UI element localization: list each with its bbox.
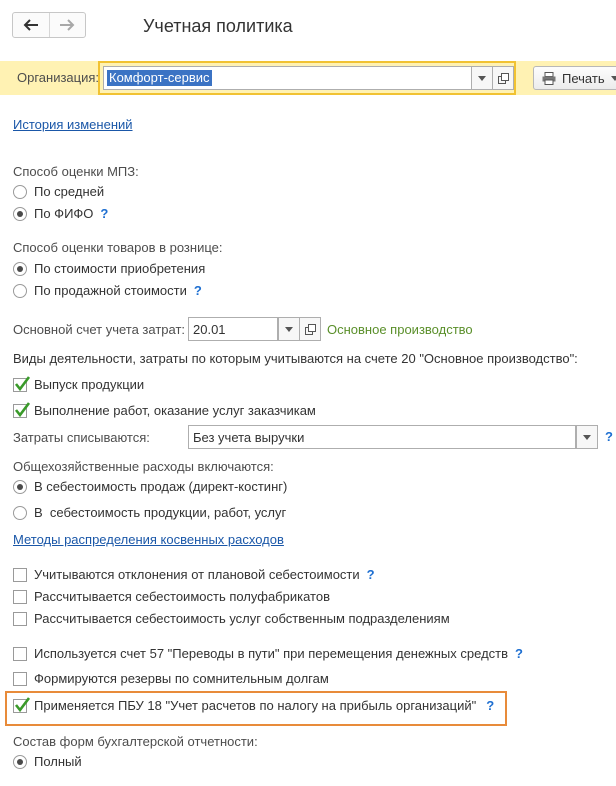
flag-semi-finished[interactable] (13, 589, 330, 604)
checkmark-icon (14, 402, 30, 418)
mpz-option-average[interactable] (13, 184, 104, 199)
report-forms-option-full[interactable] (13, 754, 82, 769)
help-icon[interactable]: ? (193, 283, 202, 298)
flag-account-57[interactable] (13, 646, 523, 661)
overhead-option-direct[interactable] (13, 479, 287, 494)
print-label: Печать (562, 70, 605, 86)
overhead-option-label: В себестоимость продукции, работ, услуг (34, 505, 287, 520)
report-forms-label: Состав форм бухгалтерской отчетности: (13, 734, 258, 749)
help-icon[interactable]: ? (515, 646, 523, 661)
cost-account-dropdown-button[interactable] (278, 317, 300, 341)
forward-button[interactable] (49, 13, 86, 37)
history-link[interactable]: История изменений (13, 117, 133, 132)
radio-button[interactable] (13, 185, 27, 199)
radio-button-selected[interactable] (13, 755, 27, 769)
cost-account-open-button[interactable] (299, 317, 321, 341)
chevron-down-icon (583, 435, 591, 440)
organization-value: Комфорт-сервис (109, 70, 210, 85)
flag-deviations[interactable] (13, 567, 375, 582)
printer-icon (542, 72, 556, 85)
cost-account-value: 20.01 (193, 321, 226, 337)
writeoff-dropdown-button[interactable] (576, 425, 598, 449)
cost-account-description[interactable]: Основное производство (327, 322, 473, 337)
checkmark-icon (14, 376, 30, 392)
organization-label: Организация: (17, 70, 100, 85)
overhead-option-label: В себестоимость продаж (директ-костинг) (34, 479, 288, 494)
checkbox[interactable] (13, 612, 27, 626)
checkbox-checked[interactable] (13, 404, 27, 418)
flag-pbu18[interactable] (13, 698, 494, 713)
help-icon[interactable]: ? (100, 206, 109, 221)
arrow-right-icon (59, 19, 75, 31)
back-button[interactable] (13, 13, 49, 37)
checkbox[interactable] (13, 590, 27, 604)
indirect-costs-link[interactable]: Методы распределения косвенных расходов (13, 532, 284, 547)
checkbox-checked[interactable] (13, 378, 27, 392)
flag-label: Рассчитывается себестоимость полуфабрикатов (34, 589, 330, 604)
activity-services[interactable] (13, 403, 316, 418)
writeoff-label: Затраты списываются: (13, 430, 150, 445)
retail-label: Способ оценки товаров в рознице: (13, 240, 223, 255)
checkbox[interactable] (13, 672, 27, 686)
overhead-label: Общехозяйственные расходы включаются: (13, 459, 274, 474)
print-button[interactable] (533, 66, 616, 90)
flag-reserves[interactable] (13, 671, 329, 686)
page-title: Учетная политика (143, 16, 293, 36)
retail-option-purchase[interactable] (13, 261, 205, 276)
organization-highlight-frame (98, 61, 516, 95)
chevron-down-icon (285, 327, 293, 332)
retail-option-label: По стоимости приобретения (34, 261, 206, 276)
flag-label: Используется счет 57 "Переводы в пути" при перемещения денежных средств (34, 646, 509, 661)
retail-option-sale[interactable] (13, 283, 202, 298)
activity-label: Выполнение работ, оказание услуг заказчикам (34, 403, 316, 418)
flag-label: Применяется ПБУ 18 "Учет расчетов по налогу на прибыль организаций" (34, 698, 477, 713)
flag-label: Формируются резервы по сомнительным долгам (34, 671, 329, 686)
radio-button-selected[interactable] (13, 262, 27, 276)
navigation-buttons (12, 12, 86, 38)
radio-button-selected[interactable] (13, 207, 27, 221)
checkbox[interactable] (13, 647, 27, 661)
mpz-label: Способ оценки МПЗ: (13, 164, 139, 179)
activity-label: Выпуск продукции (34, 377, 145, 392)
arrow-left-icon (23, 19, 39, 31)
checkmark-icon (14, 697, 30, 713)
flag-label: Учитываются отклонения от плановой себестоимости (34, 567, 360, 582)
overhead-option-full[interactable] (13, 505, 286, 520)
mpz-option-label: По ФИФО (34, 206, 94, 221)
help-icon[interactable]: ? (605, 429, 613, 444)
writeoff-value: Без учета выручки (193, 429, 305, 445)
report-forms-option-label: Полный (34, 754, 82, 769)
cost-account-input[interactable] (188, 317, 278, 341)
writeoff-select[interactable] (188, 425, 576, 449)
cost-account-label: Основной счет учета затрат: (13, 322, 186, 337)
mpz-option-fifo[interactable] (13, 206, 108, 221)
open-window-icon (305, 324, 316, 335)
checkbox[interactable] (13, 568, 27, 582)
activity-products[interactable] (13, 377, 144, 392)
flag-label: Рассчитывается себестоимость услуг собственным подразделениям (34, 611, 450, 626)
flag-own-services[interactable] (13, 611, 450, 626)
checkbox-checked[interactable] (13, 699, 27, 713)
activities-label: Виды деятельности, затраты по которым учитываются на счете 20 "Основное производство": (13, 351, 578, 366)
chevron-down-icon (611, 76, 616, 81)
help-icon[interactable]: ? (486, 698, 495, 713)
radio-button-selected[interactable] (13, 480, 27, 494)
radio-button[interactable] (13, 284, 27, 298)
retail-option-label: По продажной стоимости (34, 283, 187, 298)
radio-button[interactable] (13, 506, 27, 520)
help-icon[interactable]: ? (366, 567, 375, 582)
mpz-option-label: По средней (34, 184, 105, 199)
